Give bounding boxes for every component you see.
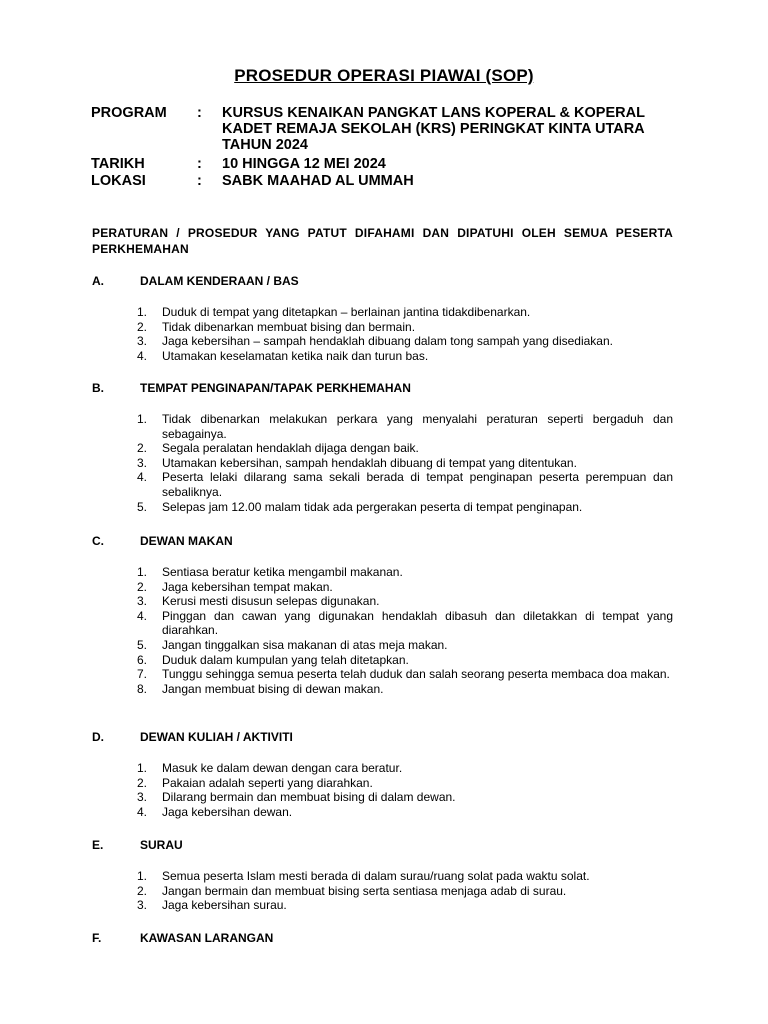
section-letter: F. <box>92 931 102 945</box>
list-item: 4. Jaga kebersihan dewan. <box>137 804 293 819</box>
header-colon: : <box>197 105 202 121</box>
list-item-text: Jaga kebersihan – sampah hendaklah dibuang dalam tong sampah yang disediakan. <box>162 334 613 349</box>
list-item-text: Dilarang bermain dan membuat bising di dalam dewan. <box>162 790 456 805</box>
list-item-text: Jaga kebersihan tempat makan. <box>162 579 333 594</box>
section-letter: B. <box>92 381 104 395</box>
list-item: 4. Pinggan dan cawan yang digunakan hendaklah dibasuh dan diletakkan di tempat yang diarahkan. <box>137 608 673 638</box>
list-item: 3. Kerusi mesti disusun selepas digunakan. <box>137 594 380 609</box>
list-item-text: Jaga kebersihan surau. <box>162 898 287 913</box>
section-list-c <box>137 565 673 696</box>
list-item: 3. Jaga kebersihan – sampah hendaklah dibuang dalam tong sampah yang disediakan. <box>137 334 613 349</box>
header-value: KURSUS KENAIKAN PANGKAT LANS KOPERAL & KOPERAL KADET REMAJA SEKOLAH (KRS) PERINGKAT KINTA UTARA TAHUN 2024 <box>222 105 645 153</box>
header-value: SABK MAAHAD AL UMMAH <box>222 173 414 189</box>
list-item: 2. Jangan bermain dan membuat bising serta sentiasa menjaga adab di surau. <box>137 883 567 898</box>
list-item-text: Tunggu sehingga semua peserta telah duduk dan salah seorang peserta membaca doa makan. <box>162 667 670 682</box>
list-item: 1. Semua peserta Islam mesti berada di dalam surau/ruang solat pada waktu solat. <box>137 869 590 883</box>
header-label: TARIKH <box>91 156 145 172</box>
section-title: KAWASAN LARANGAN <box>140 931 274 945</box>
list-item-text: Jangan bermain dan membuat bising serta sentiasa menjaga adab di surau. <box>162 883 567 898</box>
section-letter: D. <box>92 730 104 744</box>
section-title: DEWAN MAKAN <box>140 534 233 548</box>
header-label: PROGRAM <box>91 105 167 121</box>
list-item: 5. Selepas jam 12.00 malam tidak ada pergerakan peserta di tempat penginapan. <box>137 499 583 514</box>
list-item-text: Tidak dibenarkan membuat bising dan bermain. <box>162 319 416 334</box>
list-item: 1. Tidak dibenarkan melakukan perkara yang menyalahi peraturan seperti bergaduh dan sebagainya. <box>137 412 673 441</box>
list-item: 2. Pakaian adalah seperti yang diarahkan. <box>137 775 373 790</box>
list-item: 6. Duduk dalam kumpulan yang telah ditetapkan. <box>137 652 409 667</box>
list-item-text: Masuk ke dalam dewan dengan cara beratur. <box>162 761 403 775</box>
header-row-tarikh <box>91 156 691 174</box>
list-item: 8. Jangan membuat bising di dewan makan. <box>137 681 384 696</box>
section-list-d <box>137 761 673 819</box>
header-colon: : <box>197 156 202 172</box>
section-title: DEWAN KULIAH / AKTIVITI <box>140 730 293 744</box>
section-letter: C. <box>92 534 104 548</box>
intro-paragraph: PERATURAN / PROSEDUR YANG PATUT DIFAHAMI DAN DIPATUHI OLEH SEMUA PESERTA PERKHEMAHAN <box>92 226 673 256</box>
section-list-b <box>137 412 673 514</box>
header-row-lokasi <box>91 173 691 191</box>
list-item-text: Pakaian adalah seperti yang diarahkan. <box>162 775 373 790</box>
list-item-text: Utamakan keselamatan ketika naik dan turun bas. <box>162 348 429 363</box>
list-item-text: Selepas jam 12.00 malam tidak ada pergerakan peserta di tempat penginapan. <box>162 499 583 514</box>
list-item-text: Jangan tinggalkan sisa makanan di atas meja makan. <box>162 637 448 652</box>
section-letter: A. <box>92 274 104 288</box>
list-item-text: Sentiasa beratur ketika mengambil makanan. <box>162 565 403 579</box>
section-title: TEMPAT PENGINAPAN/TAPAK PERKHEMAHAN <box>140 381 411 395</box>
list-item-text: Peserta lelaki dilarang sama sekali berada di tempat penginapan peserta perempuan dan sebaliknya. <box>162 470 673 499</box>
section-title: SURAU <box>140 838 183 852</box>
list-item: 2. Segala peralatan hendaklah dijaga dengan baik. <box>137 441 419 456</box>
list-item: 4. Utamakan keselamatan ketika naik dan turun bas. <box>137 348 429 363</box>
list-item: 2. Tidak dibenarkan membuat bising dan bermain. <box>137 319 416 334</box>
list-item-text: Utamakan kebersihan, sampah hendaklah dibuang di tempat yang ditentukan. <box>162 455 577 470</box>
section-letter: E. <box>92 838 104 852</box>
list-item-text: Segala peralatan hendaklah dijaga dengan baik. <box>162 441 419 456</box>
list-item: 1. Masuk ke dalam dewan dengan cara beratur. <box>137 761 403 775</box>
list-item: 1. Duduk di tempat yang ditetapkan – berlainan jantina tidakdibenarkan. <box>137 305 531 319</box>
list-item-text: Duduk di tempat yang ditetapkan – berlainan jantina tidakdibenarkan. <box>162 305 531 319</box>
document-title: PROSEDUR OPERASI PIAWAI (SOP) <box>234 66 534 85</box>
header-colon: : <box>197 173 202 189</box>
list-item: 4. Peserta lelaki dilarang sama sekali berada di tempat penginapan peserta perempuan dan sebaliknya. <box>137 470 673 499</box>
list-item: 2. Jaga kebersihan tempat makan. <box>137 579 333 594</box>
list-item-text: Semua peserta Islam mesti berada di dalam surau/ruang solat pada waktu solat. <box>162 869 590 883</box>
list-item: 7. Tunggu sehingga semua peserta telah duduk dan salah seorang peserta membaca doa makan. <box>137 667 670 682</box>
list-item-text: Kerusi mesti disusun selepas digunakan. <box>162 594 380 609</box>
list-item-text: Duduk dalam kumpulan yang telah ditetapkan. <box>162 652 409 667</box>
section-title: DALAM KENDERAAN / BAS <box>140 274 299 288</box>
header-row-program <box>91 105 691 155</box>
list-item-text: Tidak dibenarkan melakukan perkara yang menyalahi peraturan seperti bergaduh dan sebagainya. <box>162 412 673 441</box>
list-item-text: Jaga kebersihan dewan. <box>162 804 293 819</box>
list-item: 3. Utamakan kebersihan, sampah hendaklah dibuang di tempat yang ditentukan. <box>137 455 577 470</box>
section-list-e <box>137 869 673 913</box>
list-item-text: Jangan membuat bising di dewan makan. <box>162 681 384 696</box>
list-item: 3. Dilarang bermain dan membuat bising di dalam dewan. <box>137 790 456 805</box>
header-label: LOKASI <box>91 173 146 189</box>
section-list-a <box>137 305 673 363</box>
header-value: 10 HINGGA 12 MEI 2024 <box>222 156 386 172</box>
list-item: 5. Jangan tinggalkan sisa makanan di atas meja makan. <box>137 637 448 652</box>
list-item: 1. Sentiasa beratur ketika mengambil makanan. <box>137 565 403 579</box>
list-item: 3. Jaga kebersihan surau. <box>137 898 287 913</box>
list-item-text: Pinggan dan cawan yang digunakan hendaklah dibasuh dan diletakkan di tempat yang diarahkan. <box>162 608 673 638</box>
